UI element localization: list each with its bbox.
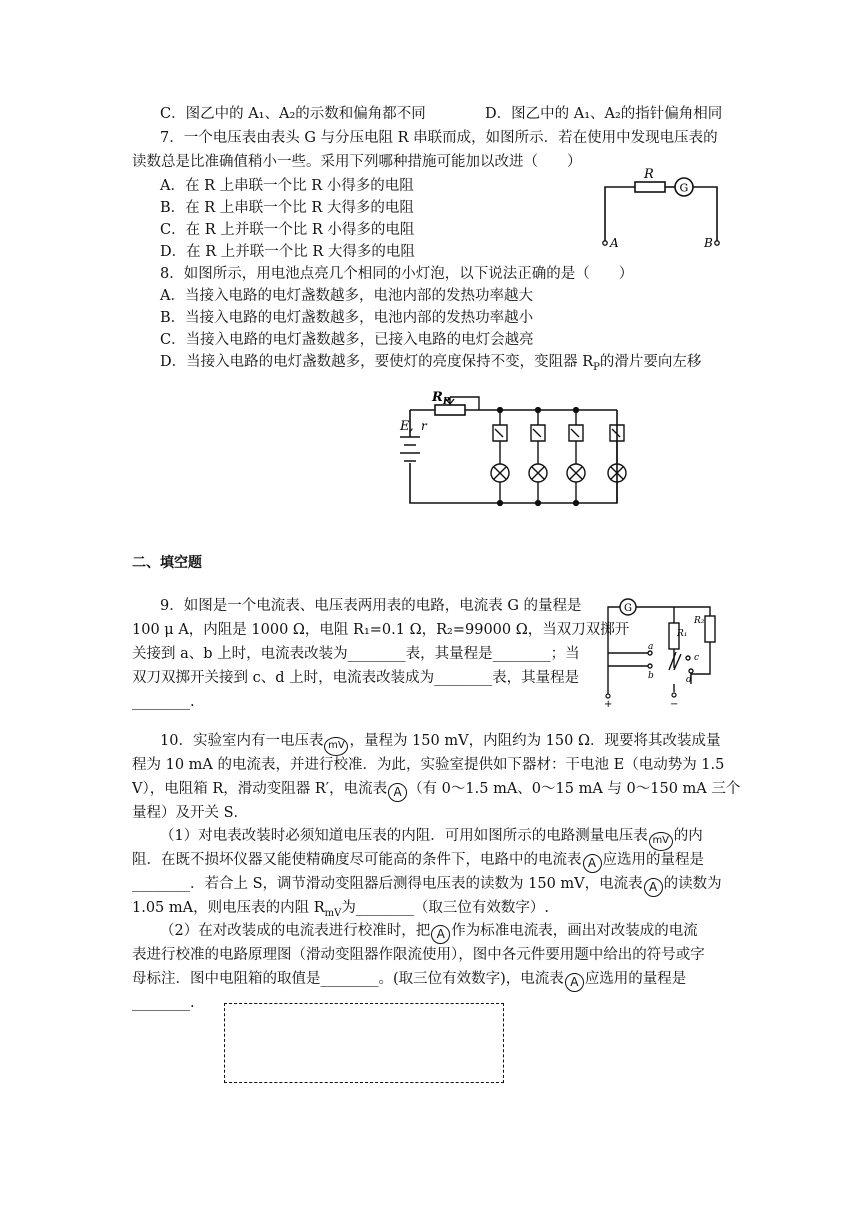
q10-part2-line1: （2）在对改装成的电流表进行校准时，把 A 作为标准电流表，画出对改装成的电流 xyxy=(160,921,698,944)
lamp-branch xyxy=(491,410,509,503)
q8-lamp-circuit-figure xyxy=(395,385,630,510)
q9-fig-label-d: d xyxy=(686,675,692,685)
q9-fig-label-r2: R₂ xyxy=(694,616,705,626)
q10-part1-line1: （1）对电表改装时必须知道电压表的内阻．可用如图所示的电路测量电压表 mV 的内 xyxy=(160,826,703,851)
lamp-branch xyxy=(529,410,547,503)
ammeter-icon: A xyxy=(583,854,602,873)
ammeter-icon: A xyxy=(565,973,584,992)
q10-para-line3: V），电阻箱 R，滑动变阻器 R′，电流表 A （有 0～1.5 mA、0～15 mA 与 0～150 mA 三个 xyxy=(132,779,740,802)
rheostat-icon xyxy=(435,405,465,415)
q8-option-d: D．当接入电路的电灯盏数越多，要使灯的亮度保持不变，变阻器 $R_P$的滑片要向左移 xyxy=(160,354,702,373)
answer-drawing-box[interactable] xyxy=(224,1003,504,1083)
q10-part1-line2: 阻．在既不损坏仪器又能使精确度尽可能高的条件下，电路中的电流表 A 应选用的量程是 xyxy=(132,850,704,873)
q7-fig-label-a: A xyxy=(610,236,619,250)
q7-fig-label-g: G xyxy=(679,181,689,195)
section-title-fill-in: 二、填空题 xyxy=(132,555,202,571)
q9-line4: 双刀双掷开关接到 c、d 上时，电流表改装成为________表，其量程是 xyxy=(132,670,580,686)
q9-fig-label-c: c xyxy=(694,653,700,663)
q10-para-line1: 10．实验室内有一电压表 mV ，量程为 150 mV，内阻约为 150 Ω．现要将其改装成量 xyxy=(160,731,720,756)
q6-option-c: C．图乙中的 A₁、A₂的示数和偏角都不同 xyxy=(160,106,426,122)
q10-part1-line4: 1.05 mA，则电压表的内阻 $R_{mV}$为________（取三位有效数字）. xyxy=(132,900,549,919)
q8-fig-label-e: E, xyxy=(400,419,414,434)
q9-fig-label-minus: − xyxy=(670,699,679,710)
q8-option-b: B．当接入电路的电灯盏数越多，电池内部的发热功率越小 xyxy=(160,310,534,326)
millivoltmeter-icon: mV xyxy=(649,832,673,851)
q9-line3: 关接到 a、b 上时，电流表改装为________表，其量程是________；当 xyxy=(132,646,580,662)
q7-stem-line2: 读数总是比准确值稍小一些。采用下列哪种措施可能加以改进（ ） xyxy=(132,154,582,170)
ammeter-icon: A xyxy=(388,783,407,802)
q9-multimeter-circuit-figure xyxy=(598,596,723,708)
q7-voltmeter-circuit-figure xyxy=(595,165,735,250)
q9-fig-label-b: b xyxy=(648,671,654,681)
q7-option-d: D．在 R 上并联一个比 R 大得多的电阻 xyxy=(160,244,415,260)
q9-fig-label-r1: R₁ xyxy=(677,629,688,639)
q8-stem: 8．如图所示，用电池点亮几个相同的小灯泡，以下说法正确的是（ ） xyxy=(160,266,634,282)
q7-option-a: A．在 R 上串联一个比 R 小得多的电阻 xyxy=(160,178,414,194)
q7-option-b: B．在 R 上串联一个比 R 大得多的电阻 xyxy=(160,200,414,216)
q8-option-a: A．当接入电路的电灯盏数越多，电池内部的发热功率越大 xyxy=(160,288,533,304)
battery-icon xyxy=(400,437,420,461)
q7-fig-label-b: B xyxy=(704,236,713,250)
q10-para-line2: 程为 10 mA 的电流表，并进行校准．为此，实验室提供如下器材：干电池 E（电动势为 1.5 xyxy=(132,757,725,773)
millivoltmeter-icon: mV xyxy=(324,737,348,756)
q9-line2: 100 μ A，内阻是 1000 Ω，电阻 R₁=0.1 Ω，R₂=99000 Ω，当双刀双掷开 xyxy=(132,622,630,638)
q10-part2-line3: 母标注．图中电阻箱的取值是________。(取三位有效数字)，电流表 A 应选用的量程是 xyxy=(132,969,686,992)
ammeter-icon: A xyxy=(431,925,450,944)
q9-fig-label-g: G xyxy=(624,603,632,614)
ammeter-icon: A xyxy=(644,878,663,897)
q7-fig-label-r: R xyxy=(644,167,654,182)
resistor-r-icon xyxy=(635,182,665,192)
q10-part1-line3: ________．若合上 S，调节滑动变阻器后测得电压表的读数为 150 mV，电流表 A 的读数为 xyxy=(132,874,722,897)
q9-fig-label-plus: + xyxy=(604,699,613,710)
q8-fig-label-r: r xyxy=(421,419,427,433)
q7-stem-line1: 7．一个电压表由表头 G 与分压电阻 R 串联而成，如图所示．若在使用中发现电压表的 xyxy=(160,130,718,146)
q10-part2-line2: 表进行校准的电路原理图（滑动变阻器作限流使用），图中各元件要用题中给出的符号或字 xyxy=(132,947,705,963)
q6-option-d: D．图乙中的 A₁、A₂的指针偏角相同 xyxy=(485,106,723,122)
q9-line5: ________. xyxy=(132,694,195,710)
q10-part2-line4: ________. xyxy=(132,995,195,1011)
lamp-branch xyxy=(567,410,585,503)
q9-line1: 9．如图是一个电流表、电压表两用表的电路，电流表 G 的量程是 xyxy=(160,598,582,614)
q10-para-line4: 量程）及开关 S． xyxy=(132,805,249,821)
q7-option-c: C．在 R 上并联一个比 R 小得多的电阻 xyxy=(160,222,415,238)
resistor-r2-icon xyxy=(705,616,715,642)
q8-option-c: C．当接入电路的电灯盏数越多，已接入电路的电灯会越亮 xyxy=(160,332,534,348)
q9-fig-label-a: a xyxy=(648,642,654,652)
q8-fig-label-rp: $R_P$ xyxy=(432,390,450,407)
